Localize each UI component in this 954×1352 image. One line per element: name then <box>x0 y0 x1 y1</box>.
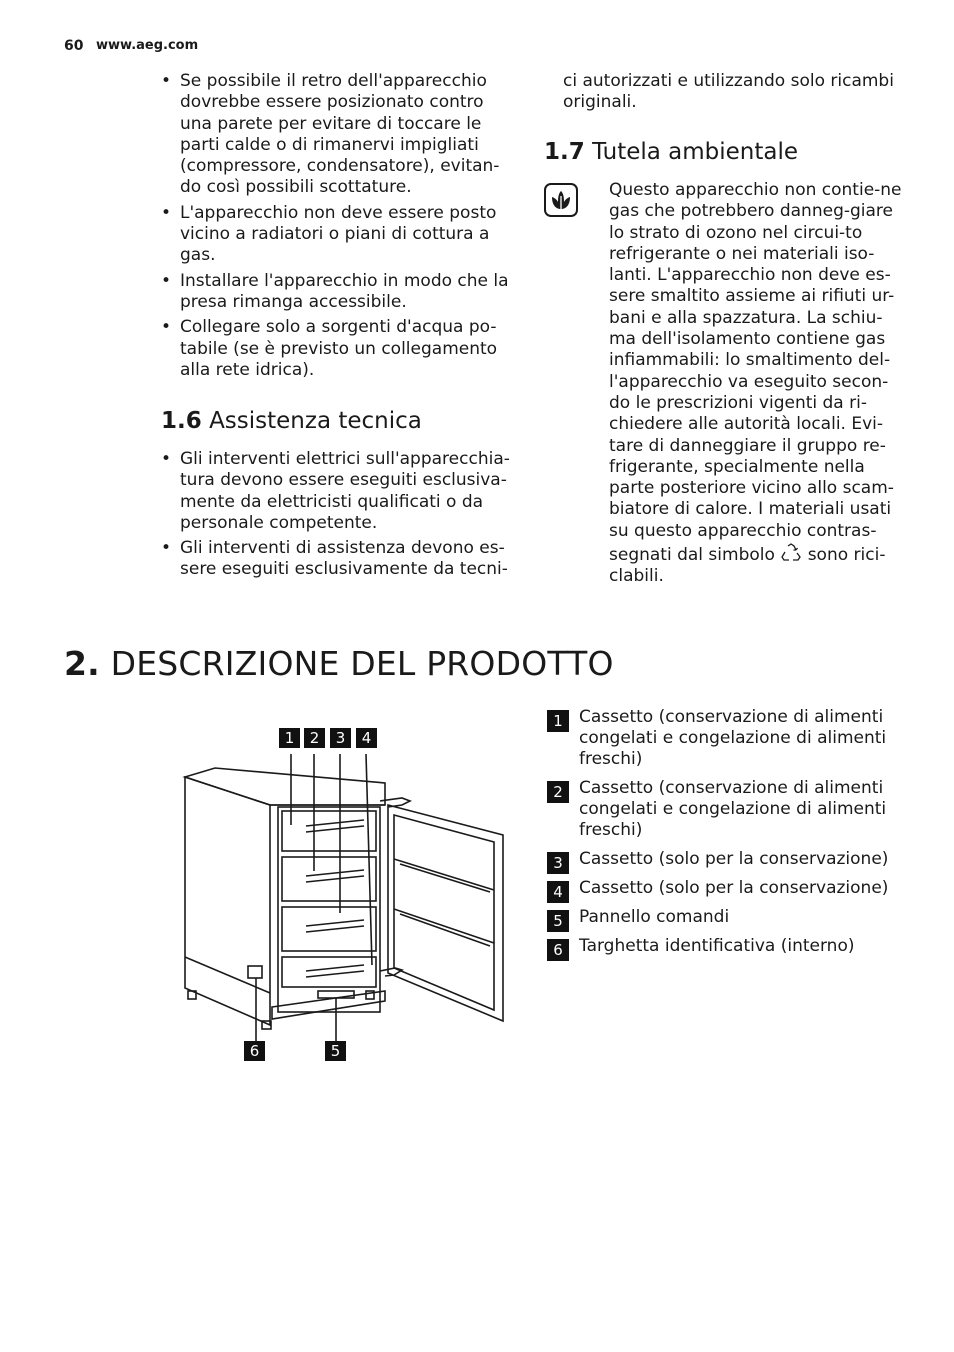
legend-number: 6 <box>547 939 569 961</box>
legend-list <box>547 707 907 965</box>
bullet-list-installation <box>161 71 516 381</box>
left-column-bottom <box>161 449 516 585</box>
continuation-text: ci autorizzati e utilizzando solo ricambi originali. <box>563 71 894 113</box>
diagram-label-2: 2 <box>304 728 325 748</box>
diagram-label-1: 1 <box>279 728 300 748</box>
chapter-heading: 2. DESCRIZIONE DEL PRODOTTO <box>64 644 614 683</box>
diagram-label-3: 3 <box>330 728 351 748</box>
section-heading-tutela: 1.7 Tutela ambientale <box>544 139 799 165</box>
legend-number: 3 <box>547 852 569 874</box>
list-item: • Se possibile il retro dell'apparecchio dovrebbe essere posizionato contro una parete per evitare di toccare le parti calde o di rimanervi impigliati (compressore, condensatore), evitan-do così possibili scottature. <box>161 71 516 199</box>
list-item: • Installare l'apparecchio in modo che la presa rimanga accessibile. <box>161 271 516 314</box>
legend-number: 1 <box>547 710 569 732</box>
legend-number: 4 <box>547 881 569 903</box>
legend-number: 2 <box>547 781 569 803</box>
list-item: • Gli interventi elettrici sull'apparecchia-tura devono essere eseguiti esclusiva-mente da elettricisti qualificati o da personale competente. <box>161 449 516 534</box>
list-item: 4 Cassetto (solo per la conservazione) <box>547 878 907 899</box>
list-item: 5 Pannello comandi <box>547 907 907 928</box>
environment-text: Questo apparecchio non contie-ne gas che potrebbero danneg-giare lo strato di ozono nel circui-to refrigerante o nei materiali iso-lanti. L'apparecchio non deve es-sere smaltito assieme ai rifiuti ur-bani e alla spazzatura. La schiu-ma dell'isolamento contiene gas infiammabili: lo smaltimento del-l'apparecchio va eseguito secon-do le prescrizioni vigenti da ri-chiedere alle autorità locali. Evi-tare di danneggiare il gruppo re-frigerante, specialmente nella parte posteriore vicino allo scam-biatore di calore. I materiali usati su questo apparecchio contras-segnati dal simbolo sono rici-clabili. <box>609 180 902 587</box>
diagram-label-4: 4 <box>356 728 377 748</box>
recycle-icon <box>780 542 802 564</box>
page-number: 60 <box>64 38 84 54</box>
left-column-top <box>161 71 516 385</box>
bullet-list-assistenza <box>161 449 516 581</box>
list-item: 3 Cassetto (solo per la conservazione) <box>547 849 907 870</box>
environment-flower-icon <box>544 183 578 217</box>
freezer-diagram <box>180 725 510 1065</box>
legend-number: 5 <box>547 910 569 932</box>
list-item: 1 Cassetto (conservazione di alimenti congelati e congelazione di alimenti freschi) <box>547 707 907 770</box>
header-url: www.aeg.com <box>96 38 199 53</box>
list-item: 6 Targhetta identificativa (interno) <box>547 936 907 957</box>
section-heading-assistenza: 1.6 Assistenza tecnica <box>161 408 422 434</box>
list-item: 2 Cassetto (conservazione di alimenti congelati e congelazione di alimenti freschi) <box>547 778 907 841</box>
list-item: • L'apparecchio non deve essere posto vicino a radiatori o piani di cottura a gas. <box>161 203 516 267</box>
diagram-label-6: 6 <box>244 1041 265 1061</box>
diagram-label-5: 5 <box>325 1041 346 1061</box>
list-item: • Collegare solo a sorgenti d'acqua po-tabile (se è previsto un collegamento alla rete idrica). <box>161 317 516 381</box>
list-item: • Gli interventi di assistenza devono es-sere eseguiti esclusivamente da tecni- <box>161 538 516 581</box>
